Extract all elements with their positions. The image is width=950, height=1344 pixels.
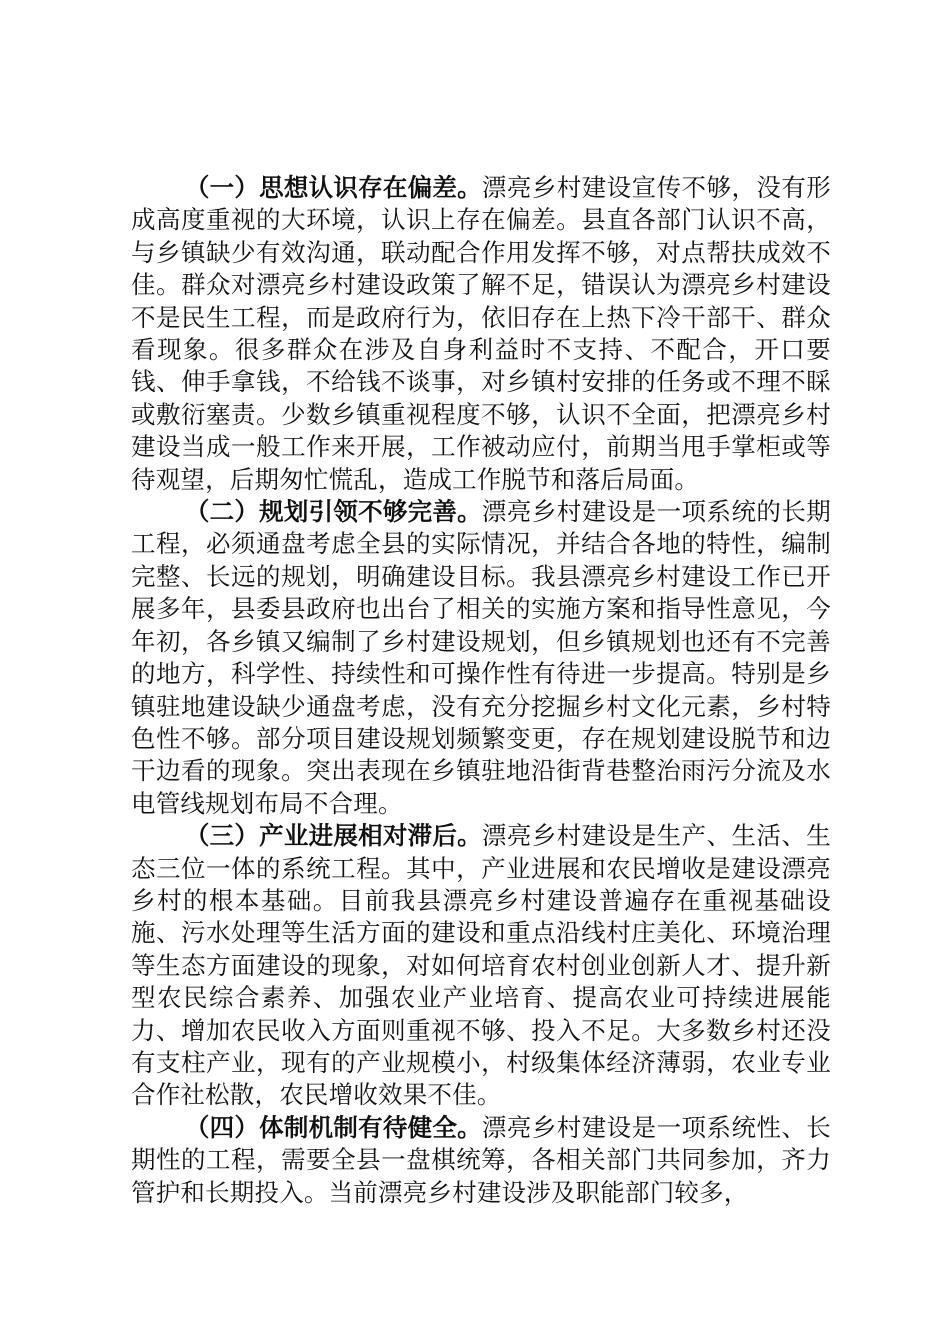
section-heading-2: （二）规划引领不够完善。 [184, 497, 482, 527]
paragraph-2 [131, 496, 831, 820]
paragraph-4 [131, 1112, 831, 1209]
section-heading-4: （四）体制机制有待健全。 [184, 1112, 482, 1142]
paragraph-1-text: 漂亮乡村建设宣传不够，没有形成高度重视的大环境，认识上存在偏差。县直各部门认识不高，与乡镇缺少有效沟通，联动配合作用发挥不够，对点帮扶成效不佳。群众对漂亮乡村建设政策了解不足，错误认为漂亮乡村建设不是民生工程，而是政府行为，依旧存在上热下冷干部干、群众看现象。很多群众在涉及自身利益时不支持、不配合，开口要钱、伸手拿钱，不给钱不谈事，对乡镇村安排的任务或不理不睬或敷衍塞责。少数乡镇重视程度不够，认识不全面，把漂亮乡村建设当成一般工作来开展，工作被动应付，前期当甩手掌柜或等待观望，后期匆忙慌乱，造成工作脱节和落后局面。 [131, 173, 831, 494]
section-heading-3: （三）产业进展相对滞后。 [184, 821, 482, 851]
document-body [131, 172, 831, 1209]
paragraph-3-text: 漂亮乡村建设是生产、生活、生态三位一体的系统工程。其中，产业进展和农民增收是建设漂亮乡村的根本基础。目前我县漂亮乡村建设普遍存在重视基础设施、污水处理等生活方面的建设和重点沿线村庄美化、环境治理等生态方面建设的现象，对如何培育农村创业创新人才、提升新型农民综合素养、加强农业产业培育、提高农业可持续进展能力、增加农民收入方面则重视不够、投入不足。大多数乡村还没有支柱产业，现有的产业规模小，村级集体经济薄弱，农业专业合作社松散，农民增收效果不佳。 [131, 821, 831, 1110]
section-heading-1: （一）思想认识存在偏差。 [184, 173, 482, 202]
paragraph-4-text: 漂亮乡村建设是一项系统性、长期性的工程，需要全县一盘棋统筹，各相关部门共同参加，齐力管护和长期投入。当前漂亮乡村建设涉及职能部门较多， [131, 1112, 831, 1207]
paragraph-3 [131, 820, 831, 1112]
paragraph-1 [131, 172, 831, 496]
paragraph-2-text: 漂亮乡村建设是一项系统的长期工程，必须通盘考虑全县的实际情况，并结合各地的特性，编制完整、长远的规划，明确建设目标。我县漂亮乡村建设工作已开展多年，县委县政府也出台了相关的实施方案和指导性意见，今年初，各乡镇又编制了乡村建设规划，但乡镇规划也还有不完善的地方，科学性、持续性和可操作性有待进一步提高。特别是乡镇驻地建设缺少通盘考虑，没有充分挖掘乡村文化元素，乡村特色性不够。部分项目建设规划频繁变更，存在规划建设脱节和边干边看的现象。突出表现在乡镇驻地沿街背巷整治雨污分流及水电管线规划布局不合理。 [131, 497, 831, 818]
